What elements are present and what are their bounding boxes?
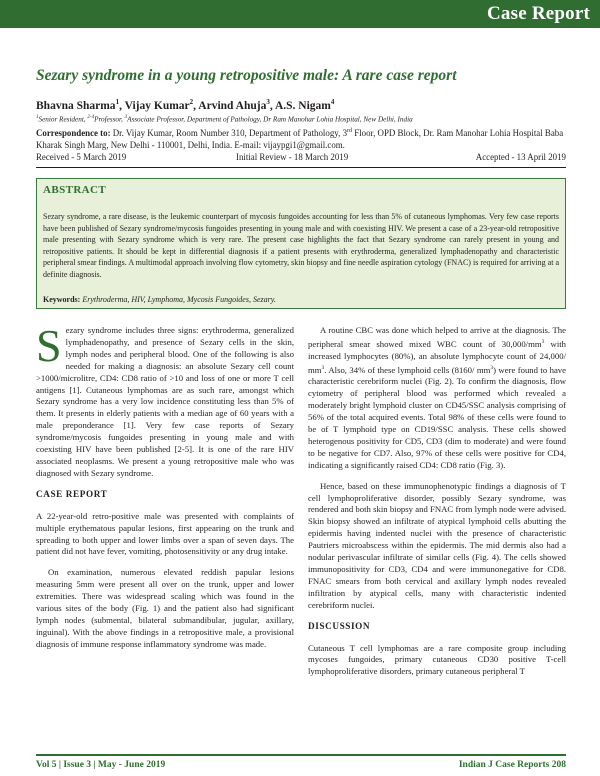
body-paragraph-diagnosis: Hence, based on these immunophenotypic findings a diagnosis of T cell lymphoproliferative disorder, possibly Sezary syndrome, was rendered and both skin biopsy and FNAC from lymph node were advised. Skin biopsy showed an infiltrate of atypical lymphoid cells abutting the epidermis having indented nuclei with the presence of characteristic Pautriers microabscess within the epidermis. The mid dermis also had a nodular perivascular infiltrate of similar cells (Fig. 4). The cells showed immunopositivity for CD3, CD4 and were immunonegative for CD8. FNAC smears from both cervical and axillary lymph nodes revealed infiltration by atypical cells, many with characteristic indented cerebriform nuclei. xyxy=(308,480,566,610)
author-sup: 3 xyxy=(266,98,270,106)
text-run: A routine CBC was done which helped to arrive at the diagnosis. The peripheral smear showed mixed WBC count of 30,000/mm xyxy=(308,325,566,349)
affil-text: Senior Resident, xyxy=(38,115,88,124)
keywords-label: Keywords: xyxy=(43,295,81,304)
case-paragraph-1: A 22-year-old retro-positive male was presented with complaints of multiple erythematous papular lesions, first appearing on the trunk and spreading to both upper and lower limbs over a span of seven days. The patient did not have fever, vomiting, photosensitivity or any drug intake. xyxy=(36,510,294,557)
affil-sup: 3 xyxy=(124,115,128,120)
affil-sup: 1 xyxy=(36,115,39,120)
author-name: A.S. Nigam xyxy=(274,99,331,112)
superscript: 3 xyxy=(541,338,545,345)
superscript: 3 xyxy=(321,364,325,371)
correspondence-text: Dr. Vijay Kumar, Room Number 310, Department of Pathology, 3 xyxy=(110,127,348,138)
body-paragraph-cbc xyxy=(308,325,566,472)
author-name: Arvind Ahuja xyxy=(198,99,267,112)
author-name: Vijay Kumar xyxy=(124,99,190,112)
correspondence-text: Floor, OPD Block, Dr. Ram Manohar Lohia Hospital Baba Kharak Singh Marg, New Delhi - 110001, Delhi, India. E-mail: vijaypgi1@gmail.com. xyxy=(36,127,564,150)
header-band xyxy=(0,0,600,28)
intro-paragraph xyxy=(36,320,294,480)
divider xyxy=(36,167,566,168)
correspondence xyxy=(36,125,566,151)
section-heading-case-report: CASE REPORT xyxy=(36,488,108,499)
article-title: Sezary syndrome in a young retropositive male: A rare case report xyxy=(36,67,457,84)
drop-cap: S xyxy=(36,320,62,371)
abstract-box xyxy=(36,178,566,309)
affil-sup: 2-4 xyxy=(87,115,95,120)
keywords-text: Erythroderma, HIV, Lymphoma, Mycosis Fungoides, Sezary. xyxy=(82,295,276,304)
article-type-label: Case Report xyxy=(487,3,590,24)
author-sup: 4 xyxy=(330,98,335,106)
issue-info: Vol 5 | Issue 3 | May - June 2019 xyxy=(36,760,166,770)
abstract-heading: ABSTRACT xyxy=(43,184,107,196)
article-dates xyxy=(36,152,566,164)
accepted-date: Accepted - 13 April 2019 xyxy=(475,152,566,162)
text-run: . Also, 34% of these lymphoid cells (8160/ mm xyxy=(324,364,491,375)
author-list: Bhavna Sharma$^1$, Vijay Kumar$^2$, Arvind Ahuja$^3$, A.S. Nigam$^4$ xyxy=(36,98,335,112)
affil-text: Associate Professor, Department of Pathology, Dr Ram Manohar Lohia Hospital, New Delhi, India xyxy=(127,115,413,124)
text-run: with increased lymphocytes (80%), an absolute lymphocyte count of 24,000/ mm xyxy=(308,338,567,375)
author-sup: 2 xyxy=(189,98,194,106)
review-date: Initial Review - 18 March 2019 xyxy=(236,152,349,162)
footer-rule xyxy=(36,754,566,756)
author-name: Bhavna Sharma xyxy=(36,99,116,112)
intro-text: ezary syndrome includes three signs: erythroderma, generalized lymphadenopathy, and presence of Sezary cells in the skin, lymph nodes and peripheral blood. One of the following is also needed for making a diagnosis: an absolute Sezary cell count >1000/microlitre, CD4: CD8 ratio of >10 and loss of one or more T cell antigens [1]. Cutaneous lymphomas are as such rare, amongst which Sezary syndrome has a very low incidence constituting less than 5% of them. It presents in elderly patients with a median age of 60 years with a male preponderance [1]. Very few case reports of Sezary syndrome/mycosis fungoides presenting in young male and with coexisting HIV have been published [2-5]. It is one of the rare HIV associated neoplasms. We present a young retropositive male who was diagnosed with Sezary syndrome. xyxy=(36,325,294,478)
received-date: Received - 5 March 2019 xyxy=(36,152,127,162)
correspondence-label: Correspondence to: xyxy=(36,127,111,138)
affiliation xyxy=(36,115,413,123)
journal-page: Indian J Case Reports 208 xyxy=(458,760,566,770)
correspondence-sup: rd xyxy=(347,128,353,134)
section-heading-discussion: DISCUSSION xyxy=(308,620,371,631)
abstract-text: Sezary syndrome, a rare disease, is the leukemic counterpart of mycosis fungoides accounting for less than 5% of cutaneous lymphomas. Very few case reports have been published of Sezary syndrome/mycosis fungoides presenting in young male and with coexisting HIV. We present a case of a 23-year-old retropositive male presenting with Sezary syndrome which is very rare. The present case highlights the fact that Sezary syndrome can rarely present in young and retropositive patients. It should be kept in differential diagnosis if a patient presents with erythroderma, generalized lymphadenopathy and characteristic peripheral smear findings. A multimodal approach involving flow cytometry, skin biopsy and fine needle aspiration cytology (FNAC) is required for arriving at a definite diagnosis. xyxy=(43,212,559,279)
affil-text: Professor, xyxy=(94,115,125,124)
keywords xyxy=(43,295,559,304)
text-run: ) were found to have characteristic cerebriform nuclei (Fig. 2). To confirm the diagnosis, flow cytometry of peripheral blood was performed which revealed a moderately bright lymphoid cluster on CD45/SSC analysis comprising of 56% of the total acquired events. Total 98% of these cells were found to be of T lymphoid type on CD19/SSC analysis. These cells showed heterogenous positivity for CD5, CD3 (dim to moderate) and were found to be negative for CD7. Also, 97% of these cells were positive for CD4, indicating a significantly raised CD4: CD8 ratio (Fig. 3). xyxy=(308,364,566,470)
discussion-paragraph: Cutaneous T cell lymphomas are a rare composite group including mycoses fungoides, primary cutaneous CD30 positive T-cell lymphoproliferative disorders, primary cutaneous peripheral T xyxy=(308,642,566,677)
author-sup: 1 xyxy=(115,98,120,106)
page-footer xyxy=(0,754,600,776)
body-column-left xyxy=(36,320,294,660)
body-column-right xyxy=(308,325,566,687)
case-paragraph-2: On examination, numerous elevated reddish papular lesions measuring 5mm were present all over on the trunk, upper and lower extremities. There was widespread scaling which was found in the various sites of the body (Fig. 1) and the patient also had significant lymph nodes (submental, bilateral submandibular, jugular, axillary, inguinal). With the above findings in a retropositive male, a provisional diagnosis of immune response inflammatory syndrome was made. xyxy=(36,567,294,649)
superscript: 3 xyxy=(490,364,494,371)
